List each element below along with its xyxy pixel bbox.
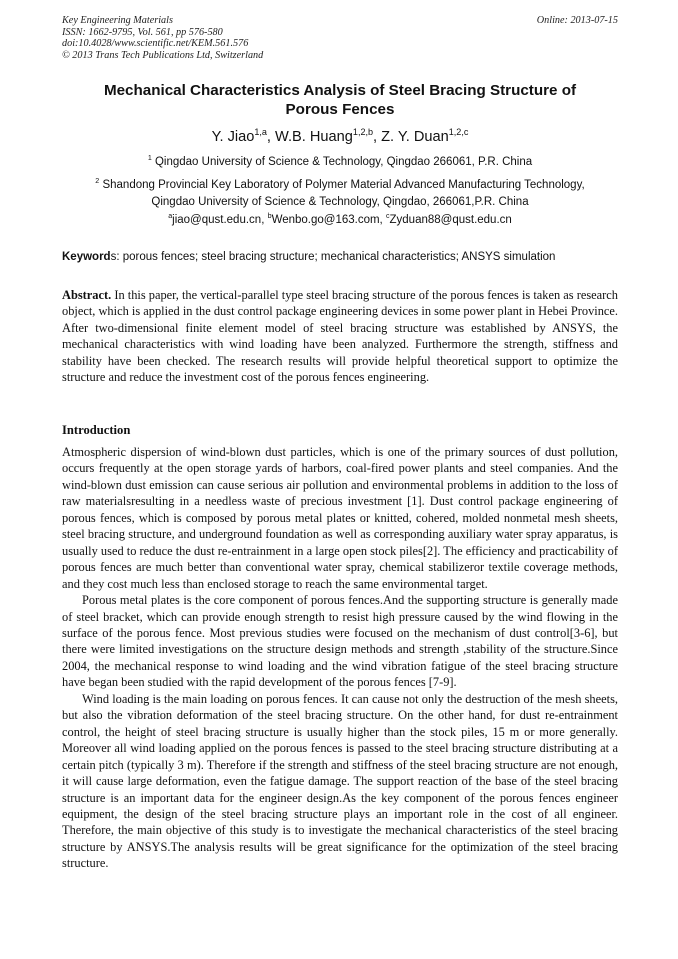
author-superscript: 1,a (254, 127, 267, 138)
email-superscript: c (385, 212, 390, 221)
author-superscript: 1,2,b (352, 127, 374, 138)
abstract (62, 287, 618, 386)
issn-line: ISSN: 1662-9795, Vol. 561, pp 576-580 (62, 26, 223, 38)
abstract-text: In this paper, the vertical-parallel type steel bracing structure of the porous fences is taken as research object, which is applied in the dust control package engineering devices in some power plant in Hebei Province. After two-dimensional finite element model of steel bracing structure was established by ANSYS, the mechanical characteristics with wind loading have been analyzed. Furthermore the strength, stiffness and stability have been checked. The research results will provide helpful theoretical support to optimize the structure and reduce the investment cost of the porous fences engineering. (62, 288, 618, 385)
keywords-label: Keyword (62, 251, 111, 263)
copyright-line: © 2013 Trans Tech Publications Ltd, Switzerland (62, 49, 264, 61)
online-date: Online: 2013-07-15 (536, 15, 618, 26)
abstract-label: Abstract. (62, 288, 112, 302)
affiliation-number: 2 (95, 177, 100, 186)
journal-header (62, 15, 618, 61)
author-name: Y. Jiao (211, 129, 255, 145)
affiliation-text-line-2: Qingdao University of Science & Technology, Qingdao, 266061,P.R. China (151, 196, 529, 208)
email-address: jiao@qust.edu.cn, (172, 214, 268, 226)
email-address: Wenbo.go@163.com, (271, 214, 386, 226)
email-address: Zyduan88@qust.edu.cn (389, 214, 512, 226)
paragraph: Atmospheric dispersion of wind-blown dust particles, which is one of the primary sources of dust pollution, occurs frequently at the open storage yards of harbors, coal-fired power plants and steel companies. And the wind-blown dust emission can cause serious air pollution and environmental problems in addition to the loss of raw materialsresulting in a needless waste of precious investment [1]. Dust control package engineering of porous fences, which is composed by porous metal plates or knitted, cohered, molded nonmetal mesh sheets, steel bracing structure, and underground foundation as well as corresponding auxiliary water spray apparatus, is usually used to reduce the dust re-entrainment in a large open stock piles[2]. The efficiency and practicability of porous fences are much better than conventional water spray, chemical stabilizeror textile coverage methods, and they cost much less than enclosed storage to reach the same environmental target. (62, 445, 618, 591)
paper-title (62, 81, 618, 119)
author-name: W.B. Huang (275, 129, 353, 145)
author-list: Y. Jiao$^{1,a}$, W.B. Huang$^{1,2,b}$, Z. Y. Duan$^{1,2,c}$ (211, 127, 469, 145)
affiliation-2 (40, 177, 640, 211)
author-superscript: 1,2,c (448, 127, 469, 138)
email-superscript: a (168, 212, 173, 221)
paragraph: Porous metal plates is the core component of porous fences.And the supporting structure is generally made of steel bracket, which can provide enough strength to resist high pressure caused by the wind flowing in the surface of the porous fence. Most previous studies were focused on the mechanism of dust control[3-6], but there were limited investigations on the structure design methods and strength ,stability of the structure.Since 2004, the mechanical response to wind loading and the wind vibration fatigue of the steel bracing structure have began been studied with the rapid development of the porous fences [7-9]. (62, 593, 618, 690)
keywords-text: s: porous fences; steel bracing structure; mechanical characteristics; ANSYS simulation (110, 251, 556, 263)
affiliation-text-line-1: Shandong Provincial Key Laboratory of Polymer Material Advanced Manufacturing Technology, (99, 179, 585, 191)
affiliation-number: 1 (147, 154, 152, 163)
affiliation-text: Qingdao University of Science & Technology, Qingdao 266061, P.R. China (151, 156, 533, 168)
doi-line: doi:10.4028/www.scientific.net/KEM.561.576 (62, 38, 249, 50)
introduction-body (62, 444, 618, 872)
email-superscript: b (267, 212, 272, 221)
author-emails (40, 212, 640, 229)
paragraph: Wind loading is the main loading on porous fences. It can cause not only the destruction of the mesh sheets, but also the vibration deformation of the steel bracing structure. On the other hand, for dust re-entrainment control, the height of steel bracing structure is usually higher than the stock piles, 15 m or more generally. Moreover all wind loading applied on the porous fences is passed to the steel bracing structure distributing at a certain pitch (typically 3 m). Therefore if the strength and stiffness of the steel bracing structure are not enough, it will cause large deformation, even the fatigue damage. The support reaction of the base of the steel bracing structure is an important data for the engineer design.As the key component of the porous fences engineer equipment, the design of the steel bracing structure plays an important role in the cost of all engineer. Therefore, the main objective of this study is to investigate the mechanical characteristics of the steel bracing structure by ANSYS.The analysis results will be great significance for the optimization of the steel bracing structure. (62, 691, 618, 871)
journal-name: Key Engineering Materials (62, 15, 173, 26)
section-heading-introduction: Introduction (62, 423, 131, 437)
affiliation-1 (40, 154, 640, 171)
author-name: Z. Y. Duan (381, 129, 449, 145)
keywords (62, 251, 618, 263)
title-line-1: Mechanical Characteristics Analysis of Steel Bracing Structure of (103, 82, 577, 99)
title-line-2: Porous Fences (285, 101, 395, 118)
